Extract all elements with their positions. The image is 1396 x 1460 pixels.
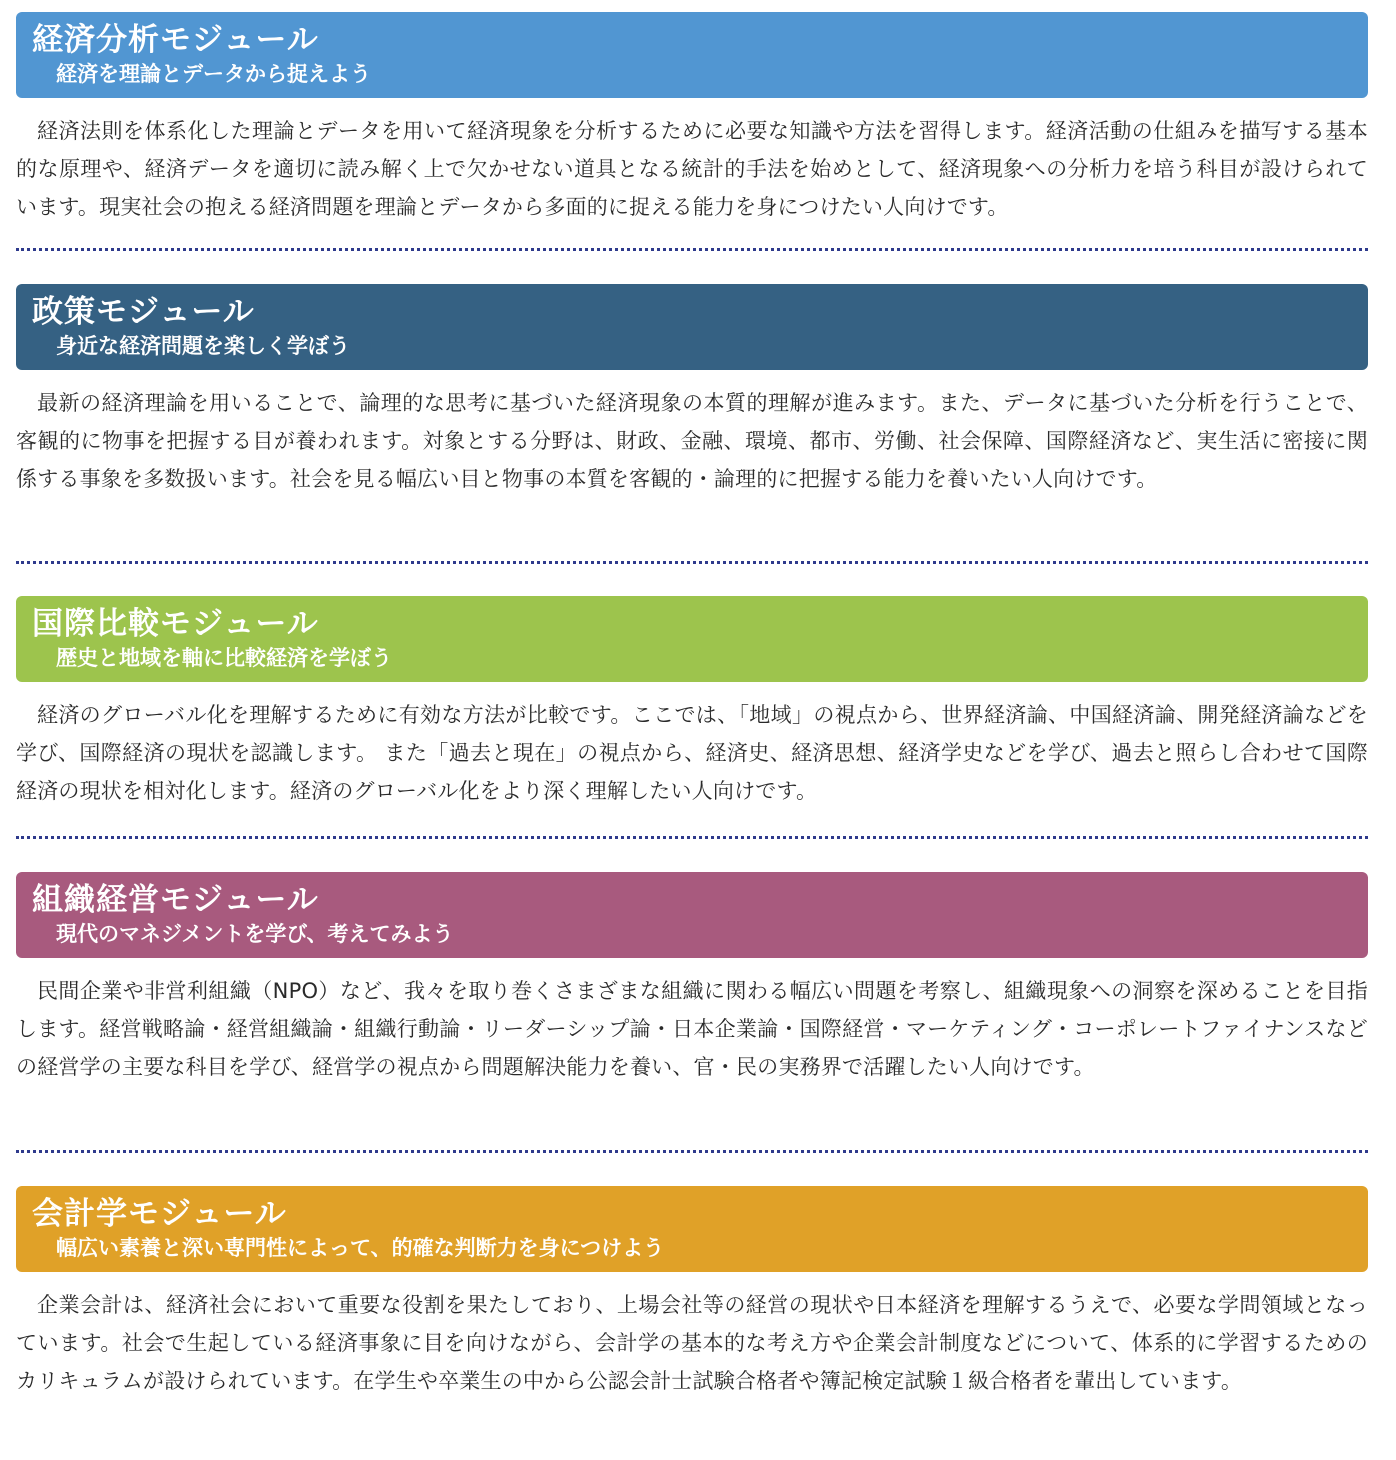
module-banner bbox=[16, 596, 1368, 682]
module-title: 会計学モジュール bbox=[32, 1196, 287, 1232]
module-subtitle: 歴史と地域を軸に比較経済を学ぼう bbox=[56, 646, 392, 670]
module-international-comparison bbox=[16, 596, 1368, 831]
dotted-divider bbox=[16, 561, 1368, 564]
module-description: 企業会計は、経済社会において重要な役割を果たしており、上場会社等の経営の現状や日本経済を理解するうえで、必要な学問領域となっています。社会で生起している経済事象に目を向けながら、会計学の基本的な考え方や企業会計制度などについて、体系的に学習するためのカリキュラムが設けられています。在学生や卒業生の中から公認会計士試験合格者や簿記検定試験１級合格者を輩出しています。 bbox=[16, 1293, 1368, 1393]
module-subtitle: 現代のマネジメントを学び、考えてみよう bbox=[56, 922, 454, 946]
module-banner bbox=[16, 12, 1368, 98]
module-accounting bbox=[16, 1186, 1368, 1421]
module-title: 組織経営モジュール bbox=[32, 882, 319, 918]
module-subtitle: 身近な経済問題を楽しく学ぼう bbox=[56, 334, 350, 358]
dotted-divider bbox=[16, 248, 1368, 251]
module-economic-analysis bbox=[16, 12, 1368, 247]
module-subtitle: 経済を理論とデータから捉えよう bbox=[56, 62, 371, 86]
module-policy bbox=[16, 284, 1368, 519]
module-organization-management bbox=[16, 872, 1368, 1107]
dotted-divider bbox=[16, 1150, 1368, 1153]
module-title: 国際比較モジュール bbox=[32, 606, 319, 642]
module-banner bbox=[16, 872, 1368, 958]
module-banner bbox=[16, 1186, 1368, 1272]
module-title: 経済分析モジュール bbox=[32, 22, 319, 58]
module-title: 政策モジュール bbox=[32, 294, 255, 330]
module-description: 経済のグローバル化を理解するために有効な方法が比較です。ここでは、「地域」の視点から、世界経済論、中国経済論、開発経済論などを学び、国際経済の現状を認識します。 また「過去と現在」の視点から、経済史、経済思想、経済学史などを学び、過去と照らし合わせて国際経済の現状を相対化します。経済のグローバル化をより深く理解したい人向けです。 bbox=[16, 703, 1368, 803]
dotted-divider bbox=[16, 836, 1368, 839]
module-description: 経済法則を体系化した理論とデータを用いて経済現象を分析するために必要な知識や方法を習得します。経済活動の仕組みを描写する基本的な原理や、経済データを適切に読み解く上で欠かせない道具となる統計的手法を始めとして、経済現象への分析力を培う科目が設けられています。現実社会の抱える経済問題を理論とデータから多面的に捉える能力を身につけたい人向けです。 bbox=[16, 119, 1368, 219]
module-banner bbox=[16, 284, 1368, 370]
module-subtitle: 幅広い素養と深い専門性によって、的確な判断力を身につけよう bbox=[56, 1236, 665, 1260]
module-description: 民間企業や非営利組織（NPO）など、我々を取り巻くさまざまな組織に関わる幅広い問題を考察し、組織現象への洞察を深めることを目指します。経営戦略論・経営組織論・組織行動論・リーダーシップ論・日本企業論・国際経営・マーケティング・コーポレートファイナンスなどの経営学の主要な科目を学び、経営学の視点から問題解決能力を養い、官・民の実務界で活躍したい人向けです。 bbox=[16, 979, 1368, 1079]
module-description: 最新の経済理論を用いることで、論理的な思考に基づいた経済現象の本質的理解が進みます。また、データに基づいた分析を行うことで、客観的に物事を把握する目が養われます。対象とする分野は、財政、金融、環境、都市、労働、社会保障、国際経済など、実生活に密接に関係する事象を多数扱います。社会を見る幅広い目と物事の本質を客観的・論理的に把握する能力を養いたい人向けです。 bbox=[16, 391, 1368, 491]
